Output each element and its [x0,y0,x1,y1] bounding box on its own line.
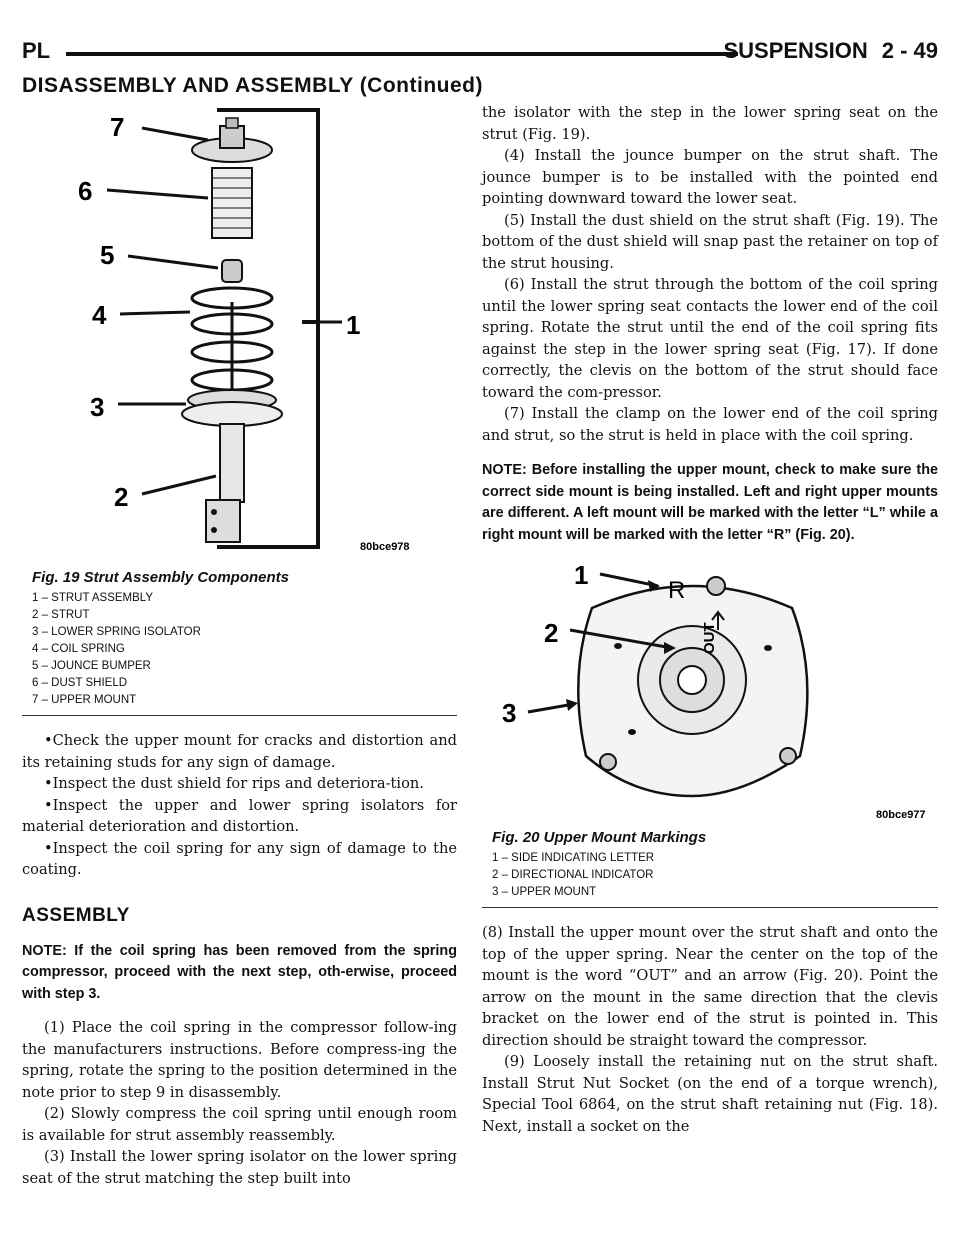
assembly-step: (4) Install the jounce bumper on the strut shaft. The jounce bumper is to be installed with the pointed end pointing downward toward the lower seat. [482,147,938,207]
assembly-step: (5) Install the dust shield on the strut shaft (Fig. 19). The bottom of the dust shield will snap past the retainer on top of the strut housing. [482,211,938,272]
callout-6-label: 6 [78,176,93,206]
mount-stud [707,577,725,595]
callout-4-label: 4 [92,300,107,330]
callout-2-label: 2 [544,618,559,648]
section-title: DISASSEMBLY AND ASSEMBLY (Continued) [22,74,483,97]
mount-stud [600,754,616,770]
inspect-bullet: •Inspect the upper and lower spring isolators for material deterioration and distortion. [22,796,457,835]
fig19-code: 80bce978 [360,541,410,553]
fig19-legend [22,590,457,709]
assembly-step: (6) Install the strut through the bottom of the coil spring until the lower spring seat contacts the lower end of the coil spring. Rotate the strut until the end of the coil spring fits against the step in the lower spring seat (Fig. 17). If done correctly, the clevis on the bottom of the strut should face toward the com-pressor. [482,276,938,401]
callout-5-label: 5 [100,240,115,270]
fig20-legend-item: 3 – UPPER MOUNT [492,886,597,898]
fig19-legend-item: 6 – DUST SHIELD [32,677,128,689]
assembly-heading: ASSEMBLY [22,904,130,926]
strut-assembly-illustration [22,102,457,564]
header-page-number: 2 - 49 [881,38,938,63]
left-column [22,102,457,1189]
header-left-code: PL [22,38,51,63]
fig19-legend-item: 7 – UPPER MOUNT [32,694,137,706]
header-right [709,38,938,64]
inspect-bullet: •Check the upper mount for cracks and distortion and its retaining studs for any sign of damage. [22,732,457,771]
assembly-step-continued: the isolator with the step in the lower spring seat on the strut (Fig. 19). [482,104,938,143]
fig20-legend-item: 1 – SIDE INDICATING LETTER [492,852,655,864]
callout-3-label: 3 [90,392,105,422]
assembly-step: (3) Install the lower spring isolator on the lower spring seat of the strut matching the step built into [22,1148,457,1187]
fig19-legend-item: 2 – STRUT [32,609,90,621]
assembly-step: (2) Slowly compress the coil spring until enough room is available for strut assembly reassembly. [22,1105,457,1144]
fig20-legend [482,850,938,901]
figure-20 [482,556,938,908]
fig19-caption: Fig. 19 Strut Assembly Components [32,569,289,586]
fig20-rule [482,907,938,908]
assembly-step: (1) Place the coil spring in the compressor follow-ing the manufacturers instructions. Before compress-ing the spring, rotate the spring to the position determined in the note prior to step 9 in disassembly. [22,1019,457,1101]
strut-body-shape [220,424,244,502]
note-coil-spring: NOTE: If the coil spring has been removed from the spring compressor, proceed with the next step, oth-erwise, proceed with step 3. [22,942,457,1002]
page-header [22,38,938,68]
header-rule [66,52,738,56]
side-letter-mark: R [668,577,686,604]
right-column [482,102,938,1137]
jounce-bumper-shape [222,260,242,282]
upper-mount-illustration [482,556,938,824]
fig19-legend-item: 4 – COIL SPRING [32,643,125,655]
fig20-caption: Fig. 20 Upper Mount Markings [492,829,707,846]
header-section: SUSPENSION [723,38,868,63]
fig20-legend-item: 2 – DIRECTIONAL INDICATOR [492,869,654,881]
assembly-step: (9) Loosely install the retaining nut on the strut shaft. Install Strut Nut Socket (on the end of a torque wrench), Special Tool 6864, on the strut shaft retaining nut (Fig. 18). Next, install a socket on the [482,1053,938,1135]
strut-clevis-bracket [206,500,240,542]
callout-2-label: 2 [114,482,129,512]
fig19-legend-item: 5 – JOUNCE BUMPER [32,660,151,672]
callout-1-label: 1 [574,560,589,590]
out-word-mark: OUT [701,622,718,654]
fig19-rule [22,715,457,716]
assembly-step: (8) Install the upper mount over the strut shaft and onto the top of the upper spring. Near the center on the top of the mount is the word “OUT” and an arrow (Fig. 20). Point the arrow on the mount in the same direction that the clevis bracket on the lower end of the strut is pointed in. This direction should be straight toward the compressor. [482,924,938,1049]
fig20-code: 80bce977 [876,809,926,821]
inspect-bullet: •Inspect the dust shield for rips and deteriora-tion. [44,775,424,792]
callout-1-label: 1 [346,310,361,340]
fig19-legend-item: 3 – LOWER SPRING ISOLATOR [32,626,201,638]
callout-3-label: 3 [502,698,517,728]
figure-19 [22,102,457,716]
callout-7-label: 7 [110,112,125,142]
dust-shield-shape [212,168,252,238]
note-upper-mount: NOTE: Before installing the upper mount, check to make sure the correct side mount is being installed. Left and right upper mounts are different. A left mount will be marked with the letter “L” while a right mount will be marked with the letter “R” (Fig. 20). [482,462,938,543]
fig19-legend-item: 1 – STRUT ASSEMBLY [32,592,154,604]
mount-stud [780,748,796,764]
inspect-bullet: •Inspect the coil spring for any sign of damage to the coating. [22,839,457,878]
assembly-step: (7) Install the clamp on the lower end of the coil spring and strut, so the strut is held in place with the coil spring. [482,405,938,444]
